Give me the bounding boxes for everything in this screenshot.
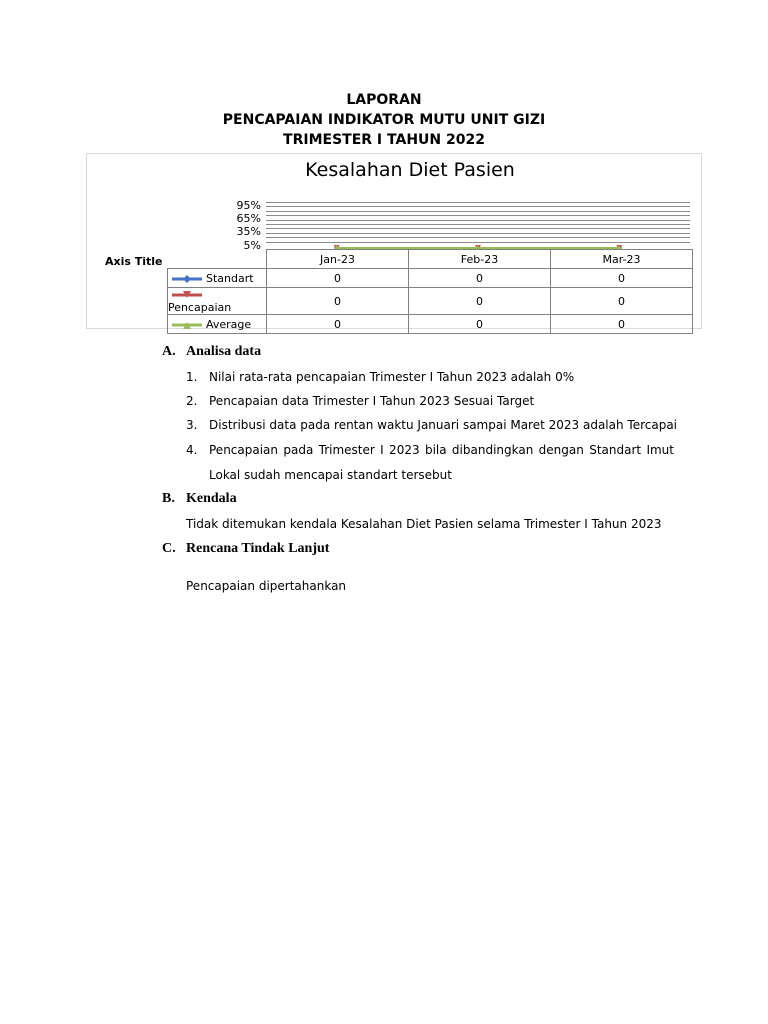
data-label: 0 bbox=[267, 269, 409, 288]
list-item-number: 3. bbox=[186, 418, 198, 432]
y-tick-label: 65% bbox=[236, 212, 261, 225]
gridline bbox=[266, 233, 690, 234]
x-tick-label: Jan-23 bbox=[267, 250, 409, 269]
section-c-heading bbox=[162, 541, 329, 557]
data-label: 0 bbox=[551, 269, 693, 288]
legend-label: Standart bbox=[206, 271, 254, 285]
report-title-line-2: PENCAPAIAN INDIKATOR MUTU UNIT GIZI bbox=[222, 112, 546, 128]
section-b-letter: B. bbox=[162, 491, 175, 506]
gridline bbox=[266, 224, 690, 225]
legend-label: Pencapaian bbox=[168, 301, 232, 314]
chart-data-table bbox=[167, 249, 693, 334]
gridline bbox=[266, 237, 690, 238]
y-tick-label: 95% bbox=[236, 199, 261, 212]
legend-label: Average bbox=[206, 317, 252, 331]
list-item-text: Pencapaian pada Trimester I 2023 bila dibandingkan dengan Standart Imut bbox=[209, 443, 674, 457]
section-c-text: Pencapaian dipertahankan bbox=[186, 579, 347, 593]
gridline bbox=[266, 206, 690, 207]
y-tick-label: 5% bbox=[243, 239, 261, 252]
report-title-line-1: LAPORAN bbox=[346, 92, 422, 108]
section-b-heading bbox=[162, 491, 237, 507]
section-a-title: Analisa data bbox=[186, 344, 262, 359]
list-item-text: Nilai rata-rata pencapaian Trimester I Tahun 2023 adalah 0% bbox=[209, 370, 575, 384]
list-item bbox=[186, 443, 674, 457]
list-item bbox=[186, 394, 534, 408]
table-row bbox=[168, 315, 693, 334]
data-label: 0 bbox=[267, 288, 409, 315]
chart-container bbox=[86, 153, 702, 329]
data-label: 0 bbox=[409, 288, 551, 315]
list-item-number: 4. bbox=[186, 443, 198, 457]
section-a-letter: A. bbox=[162, 344, 176, 359]
x-tick-label: Mar-23 bbox=[551, 250, 693, 269]
list-item bbox=[186, 418, 677, 432]
list-item-number: 1. bbox=[186, 370, 198, 384]
list-item-continuation: Lokal sudah mencapai standart tersebut bbox=[209, 468, 452, 482]
data-label: 0 bbox=[267, 315, 409, 334]
section-b-title: Kendala bbox=[186, 491, 237, 506]
section-a-heading bbox=[162, 344, 261, 360]
table-row bbox=[168, 269, 693, 288]
legend-entry bbox=[168, 269, 267, 288]
gridline bbox=[266, 211, 690, 212]
table-row bbox=[168, 288, 693, 315]
section-c-title: Rencana Tindak Lanjut bbox=[186, 541, 330, 556]
list-item-text: Pencapaian data Trimester I Tahun 2023 Sesuai Target bbox=[209, 394, 535, 408]
list-item bbox=[186, 370, 574, 384]
chart-title: Kesalahan Diet Pasien bbox=[305, 159, 515, 181]
x-tick-label: Feb-23 bbox=[409, 250, 551, 269]
y-axis-title: Axis Title bbox=[105, 255, 163, 268]
report-title-line-3: TRIMESTER I TAHUN 2022 bbox=[283, 132, 485, 148]
legend-key-icon bbox=[172, 274, 202, 284]
legend-entry bbox=[168, 288, 267, 315]
section-c-letter: C. bbox=[162, 541, 176, 556]
y-tick-label: 35% bbox=[236, 225, 261, 238]
report-header bbox=[0, 90, 768, 150]
gridline bbox=[266, 215, 690, 216]
list-item-number: 2. bbox=[186, 394, 198, 408]
gridline bbox=[266, 228, 690, 229]
section-b-text: Tidak ditemukan kendala Kesalahan Diet Pasien selama Trimester I Tahun 2023 bbox=[186, 517, 662, 531]
table-corner bbox=[168, 250, 267, 269]
gridline bbox=[266, 220, 690, 221]
data-label: 0 bbox=[409, 269, 551, 288]
list-item-text: Distribusi data pada rentan waktu Januari sampai Maret 2023 adalah Tercapai bbox=[209, 418, 678, 432]
legend-key-icon bbox=[172, 320, 202, 330]
data-label: 0 bbox=[551, 315, 693, 334]
gridline bbox=[266, 202, 690, 203]
legend-key-icon bbox=[172, 290, 202, 300]
legend-entry bbox=[168, 315, 267, 334]
data-label: 0 bbox=[409, 315, 551, 334]
data-label: 0 bbox=[551, 288, 693, 315]
